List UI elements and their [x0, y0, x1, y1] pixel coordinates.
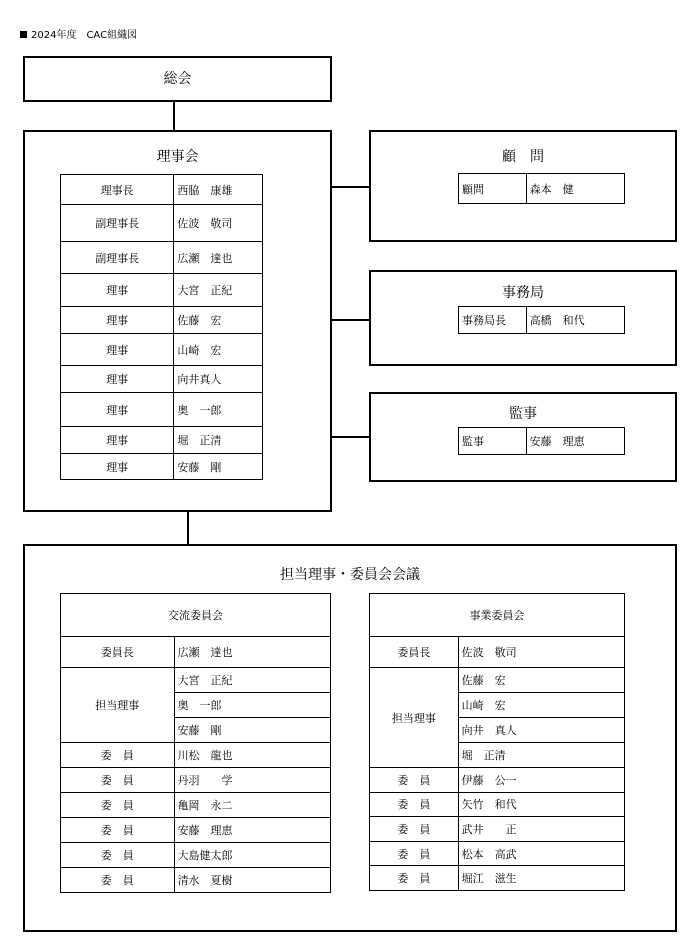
table-row [61, 594, 331, 637]
business-director-name: 向井 真人 [458, 718, 624, 743]
advisor-title: 顧 問 [502, 149, 544, 165]
auditor-table [458, 427, 625, 455]
table-row [61, 668, 331, 693]
board-member-name: 西脇 康雄 [174, 175, 263, 205]
board-members-table [60, 174, 263, 480]
table-row [61, 818, 331, 843]
table-row [370, 668, 625, 693]
exchange-chair-role: 委員長 [61, 637, 175, 668]
exchange-member-role: 委 員 [61, 843, 175, 868]
table-row [61, 868, 331, 893]
exchange-member-name: 亀岡 永二 [174, 793, 330, 818]
board-member-name: 大宮 正紀 [174, 274, 263, 307]
exchange-director-name: 奥 一郎 [174, 693, 330, 718]
business-director-name: 佐藤 宏 [458, 668, 624, 693]
board-member-name: 安藤 剛 [174, 454, 263, 480]
exchange-member-role: 委 員 [61, 743, 175, 768]
board-member-role: 理事 [61, 307, 174, 334]
connector-board-advisor [331, 186, 370, 188]
board-member-role: 理事 [61, 393, 174, 427]
business-member-name: 矢竹 和代 [458, 792, 624, 817]
exchange-member-name: 安藤 理恵 [174, 818, 330, 843]
board-member-role: 理事 [61, 274, 174, 307]
connector-assembly-board [173, 102, 175, 131]
exchange-member-name: 清水 夏樹 [174, 868, 330, 893]
board-member-role: 理事長 [61, 175, 174, 205]
exchange-member-name: 丹羽 学 [174, 768, 330, 793]
table-row [61, 393, 263, 427]
auditor-role: 監事 [459, 428, 527, 455]
connector-board-auditor [331, 436, 370, 438]
table-row [61, 743, 331, 768]
board-member-role: 理事 [61, 366, 174, 393]
board-member-role: 理事 [61, 427, 174, 454]
business-committee-table [369, 593, 625, 891]
table-row [61, 334, 263, 366]
board-member-role: 副理事長 [61, 242, 174, 274]
exchange-member-name: 大島健太郎 [174, 843, 330, 868]
advisor-name: 森本 健 [526, 174, 624, 204]
secretariat-name: 高橋 和代 [526, 307, 624, 334]
table-row [61, 454, 263, 480]
auditor-name: 安藤 理恵 [526, 428, 624, 455]
general-assembly-label: 総会 [163, 71, 192, 87]
secretariat-title: 事務局 [502, 285, 544, 301]
exchange-director-role: 担当理事 [61, 668, 175, 743]
table-row [370, 637, 625, 668]
exchange-member-name: 川松 龍也 [174, 743, 330, 768]
business-member-role: 委 員 [370, 866, 459, 891]
business-director-role: 担当理事 [370, 668, 459, 768]
committee-meeting-title: 担当理事・委員会会議 [280, 567, 420, 583]
auditor-title: 監事 [509, 406, 537, 422]
table-row [61, 793, 331, 818]
exchange-director-name: 大宮 正紀 [174, 668, 330, 693]
business-member-name: 松本 高武 [458, 841, 624, 866]
table-row [370, 866, 625, 891]
board-member-name: 向井真人 [174, 366, 263, 393]
advisor-table [458, 173, 625, 204]
connector-board-committee [187, 510, 189, 545]
table-row [370, 817, 625, 842]
business-member-name: 伊藤 公一 [458, 768, 624, 793]
business-member-role: 委 員 [370, 817, 459, 842]
business-chair-role: 委員長 [370, 637, 459, 668]
exchange-member-role: 委 員 [61, 868, 175, 893]
business-member-role: 委 員 [370, 792, 459, 817]
general-assembly-box [23, 56, 332, 102]
secretariat-table [458, 306, 625, 334]
page-header [20, 26, 137, 41]
table-row [459, 174, 625, 204]
board-member-name: 広瀬 達也 [174, 242, 263, 274]
exchange-member-role: 委 員 [61, 818, 175, 843]
exchange-committee-title: 交流委員会 [61, 594, 331, 637]
connector-board-secretariat [331, 319, 370, 321]
exchange-member-role: 委 員 [61, 793, 175, 818]
board-member-role: 副理事長 [61, 205, 174, 242]
table-row [459, 307, 625, 334]
table-row [61, 637, 331, 668]
exchange-director-name: 安藤 剛 [174, 718, 330, 743]
business-member-role: 委 員 [370, 768, 459, 793]
board-member-name: 奥 一郎 [174, 393, 263, 427]
table-row [61, 768, 331, 793]
business-chair-name: 佐波 敬司 [458, 637, 624, 668]
exchange-chair-name: 広瀬 達也 [174, 637, 330, 668]
table-row [61, 205, 263, 242]
table-row [61, 307, 263, 334]
table-row [459, 428, 625, 455]
secretariat-role: 事務局長 [459, 307, 527, 334]
advisor-role: 顧問 [459, 174, 527, 204]
table-row [61, 366, 263, 393]
business-committee-title: 事業委員会 [370, 594, 625, 637]
table-row [370, 792, 625, 817]
exchange-member-role: 委 員 [61, 768, 175, 793]
board-title: 理事会 [156, 149, 199, 165]
table-row [370, 594, 625, 637]
board-member-role: 理事 [61, 454, 174, 480]
table-row [61, 175, 263, 205]
page-title: 2024年度 CAC組織図 [31, 30, 138, 41]
business-member-role: 委 員 [370, 841, 459, 866]
board-member-name: 山崎 宏 [174, 334, 263, 366]
board-member-name: 佐藤 宏 [174, 307, 263, 334]
exchange-committee-table [60, 593, 331, 893]
table-row [61, 242, 263, 274]
table-row [370, 768, 625, 793]
business-member-name: 武井 正 [458, 817, 624, 842]
business-member-name: 堀江 滋生 [458, 866, 624, 891]
business-director-name: 堀 正清 [458, 743, 624, 768]
board-member-role: 理事 [61, 334, 174, 366]
table-row [61, 427, 263, 454]
square-bullet-icon [20, 31, 27, 38]
business-director-name: 山崎 宏 [458, 693, 624, 718]
table-row [370, 841, 625, 866]
board-member-name: 佐波 敬司 [174, 205, 263, 242]
board-member-name: 堀 正清 [174, 427, 263, 454]
table-row [61, 274, 263, 307]
table-row [61, 843, 331, 868]
